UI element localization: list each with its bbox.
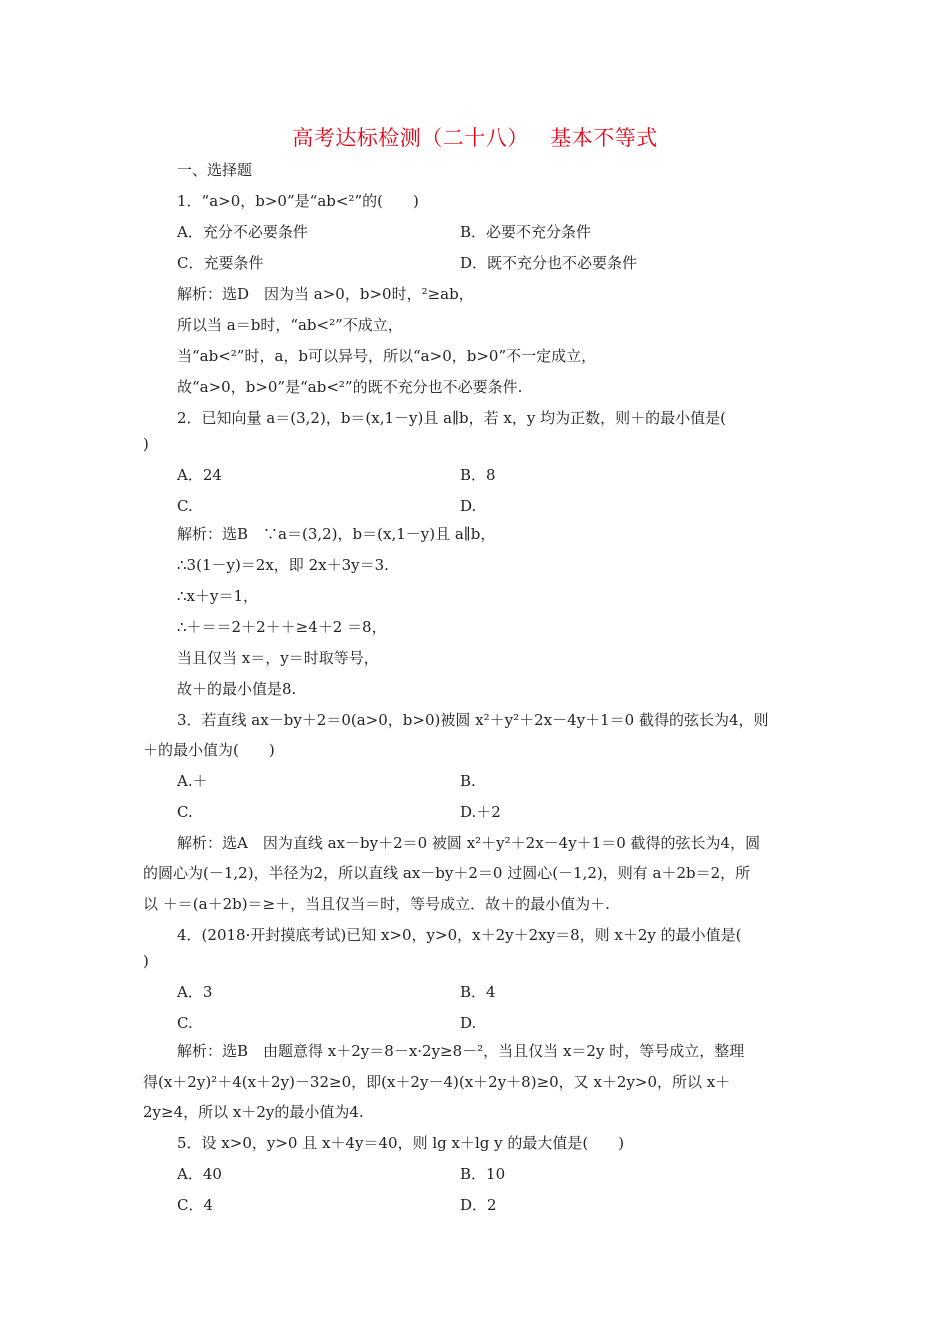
q2-option-a: A．24 <box>177 466 222 484</box>
q2-stem: 2．已知向量 a＝(3,2)，b＝(x,1－y)且 a∥b，若 x，y 均为正数，则＋的最小值是( <box>177 409 726 427</box>
q3-stem: 3．若直线 ax－by＋2＝0(a>0，b>0)被圆 x²＋y²＋2x－4y＋1＝0 截得的弦长为4，则 <box>177 711 769 729</box>
q2-solution-line: ∴＋＝＝2＋2＋＋≥4＋2 ＝8， <box>177 618 387 636</box>
q2-stem-continued: ) <box>143 435 149 453</box>
q5-stem: 5．设 x>0，y>0 且 x＋4y＝40，则 lg x＋lg y 的最大值是( ) <box>177 1134 625 1152</box>
q1-option-b: B．必要不充分条件 <box>460 223 592 241</box>
q4-option-c: C. <box>177 1014 193 1032</box>
q1-solution-line: 故“a>0，b>0”是“ab<²”的既不充分也不必要条件. <box>177 378 523 396</box>
q5-option-d: D．2 <box>460 1196 497 1214</box>
q2-solution-line: 故＋的最小值是8. <box>177 680 297 698</box>
q2-solution-line: ∴3(1－y)＝2x，即 2x＋3y＝3. <box>177 556 389 574</box>
q4-solution-line: 得(x＋2y)²＋4(x＋2y)－32≥0，即(x＋2y－4)(x＋2y＋8)≥0，又 x＋2y>0，所以 x＋ <box>143 1073 731 1091</box>
q1-option-a: A．充分不必要条件 <box>177 223 308 241</box>
q1-solution-line: 所以当 a＝b时，“ab<²”不成立， <box>177 316 403 334</box>
q2-option-c: C. <box>177 497 193 515</box>
q3-stem-continued: ＋的最小值为( ) <box>143 741 275 759</box>
q1-solution-line: 解析：选D 因为当 a>0，b>0时，²≥ab， <box>177 285 474 303</box>
q5-option-c: C．4 <box>177 1196 214 1214</box>
q1-option-c: C．充要条件 <box>177 254 264 272</box>
q5-option-b: B．10 <box>460 1165 506 1183</box>
section-heading: 一、选择题 <box>177 161 253 179</box>
q4-stem-continued: ) <box>143 952 149 970</box>
q2-solution-line: 解析：选B ∵a＝(3,2)，b＝(x,1－y)且 a∥b， <box>177 525 496 543</box>
q4-option-a: A．3 <box>177 983 213 1001</box>
q3-option-d: D.＋2 <box>460 803 501 821</box>
q4-option-b: B．4 <box>460 983 496 1001</box>
q2-option-b: B．8 <box>460 466 496 484</box>
q3-solution-line: 的圆心为(－1,2)，半径为2，所以直线 ax－by＋2＝0 过圆心(－1,2)，则有 a＋2b＝2，所 <box>143 864 751 882</box>
q3-solution-line: 以 ＋＝(a＋2b)＝≥＋，当且仅当＝时，等号成立．故＋的最小值为＋. <box>143 895 610 913</box>
q3-option-a: A.＋ <box>177 772 208 790</box>
q1-option-d: D．既不充分也不必要条件 <box>460 254 638 272</box>
q5-option-a: A．40 <box>177 1165 222 1183</box>
q3-option-b: B. <box>460 772 476 790</box>
q4-solution-line: 2y≥4，所以 x＋2y的最小值为4. <box>143 1103 364 1121</box>
q4-solution-line: 解析：选B 由题意得 x＋2y＝8－x·2y≥8－²，当且仅当 x＝2y 时，等号成立，整理 <box>177 1042 745 1060</box>
q2-solution-line: ∴x＋y＝1， <box>177 587 259 605</box>
q4-option-d: D. <box>460 1014 477 1032</box>
q1-stem: 1．“a>0，b>0”是“ab<²”的( ) <box>177 192 419 210</box>
q1-solution-line: 当“ab<²”时，a，b可以异号，所以“a>0，b>0”不一定成立， <box>177 347 597 365</box>
q3-solution-line: 解析：选A 因为直线 ax－by＋2＝0 被圆 x²＋y²＋2x－4y＋1＝0 截得的弦长为4，圆 <box>177 834 761 852</box>
q2-solution-line: 当且仅当 x＝，y＝时取等号， <box>177 649 379 667</box>
q4-stem: 4．(2018·开封摸底考试)已知 x>0，y>0，x＋2y＋2xy＝8，则 x＋2y 的最小值是( <box>177 926 742 944</box>
q3-option-c: C. <box>177 803 193 821</box>
q2-option-d: D. <box>460 497 477 515</box>
page-title: 高考达标检测（二十八） 基本不等式 <box>292 126 658 150</box>
